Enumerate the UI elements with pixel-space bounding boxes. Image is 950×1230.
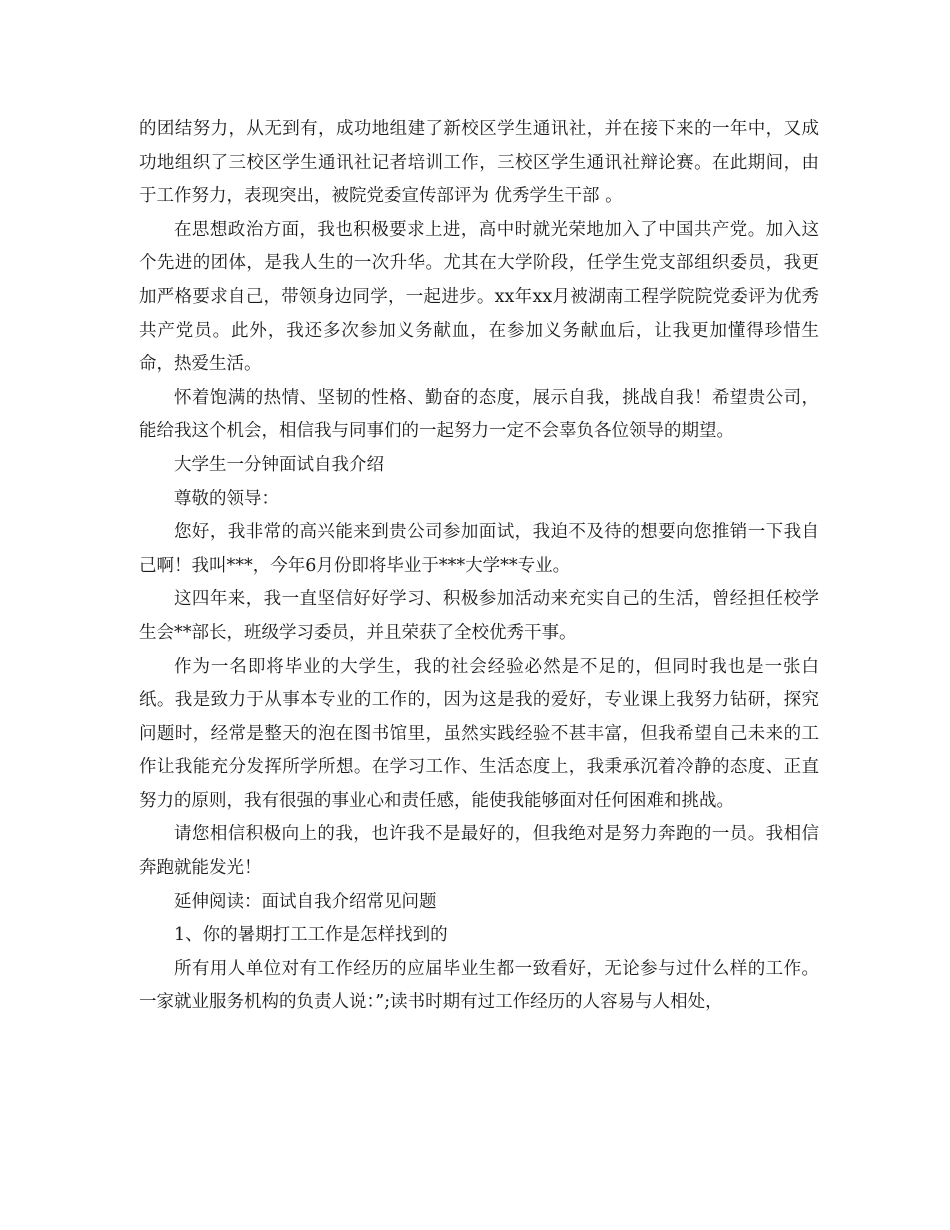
paragraph-believe-in-me: 请您相信积极向上的我，也许我不是最好的，但我绝对是努力奔跑的一员。我相信奔跑就能发光！ <box>139 824 819 879</box>
paragraph-four-years: 这四年来，我一直坚信好好学习、积极参加活动来充实自己的生活，曾经担任校学生会**部长，班级学习委员，并且荣获了全校优秀干事。 <box>139 589 819 643</box>
paragraph-political-thought: 在思想政治方面，我也积极要求上进，高中时就光荣地加入了中国共产党。加入这个先进的团体，是我人生的一次升华。尤其在大学阶段，任学生党支部组织委员，我更加严格要求自己，带领身边同学，一起进步。xx年xx月被湖南工程学院院党委评为优秀共产党员。此外，我还多次参加义务献血，在参加义务献血后，让我更加懂得珍惜生命，热爱生活。 <box>139 219 819 375</box>
section-heading-one-minute-intro: 大学生一分钟面试自我介绍 <box>174 454 384 475</box>
paragraph-continuation-newspaper-club: 的团结努力，从无到有，成功地组建了新校区学生通讯社，并在接下来的一年中，又成功地组织了三校区学生通讯社记者培训工作，三校区学生通讯社辩论赛。在此期间，由于工作努力，表现突出，被院党委宣传部评为 优秀学生干部 。 <box>139 119 819 207</box>
paragraph-work-experience: 所有用人单位对有工作经历的应届毕业生都一致看好，无论参与过什么样的工作。一家就业服务机构的负责人说：”;读书时期有过工作经历的人容易与人相处， <box>139 958 819 1013</box>
paragraph-closing-wish: 怀着饱满的热情、坚韧的性格、勤奋的态度，展示自我，挑战自我！希望贵公司，能给我这个机会，相信我与同事们的一起努力一定不会辜负各位领导的期望。 <box>139 387 819 442</box>
paragraph-greeting: 您好，我非常的高兴能来到贵公司参加面试，我迫不及待的想要向您推销一下我自己啊！我叫***，今年6月份即将毕业于***大学**专业。 <box>139 522 819 576</box>
question-heading-summer-job: 1、你的暑期打工工作是怎样找到的 <box>174 925 448 946</box>
salutation: 尊敬的领导： <box>174 488 279 509</box>
section-heading-extended-reading: 延伸阅读：面试自我介绍常见问题 <box>174 891 437 912</box>
paragraph-graduate-experience: 作为一名即将毕业的大学生，我的社会经验必然是不足的，但同时我也是一张白纸。我是致力于从事本专业的工作的，因为这是我的爱好，专业课上我努力钻研，探究问题时，经常是整天的泡在图书馆里，虽然实践经验不甚丰富，但我希望自己未来的工作让我能充分发挥所学所想。在学习工作、生活态度上，我秉承沉着冷静的态度、正直努力的原则，我有很强的事业心和责任感，能使我能够面对任何困难和挑战。 <box>139 656 819 811</box>
document-body <box>139 113 819 1020</box>
